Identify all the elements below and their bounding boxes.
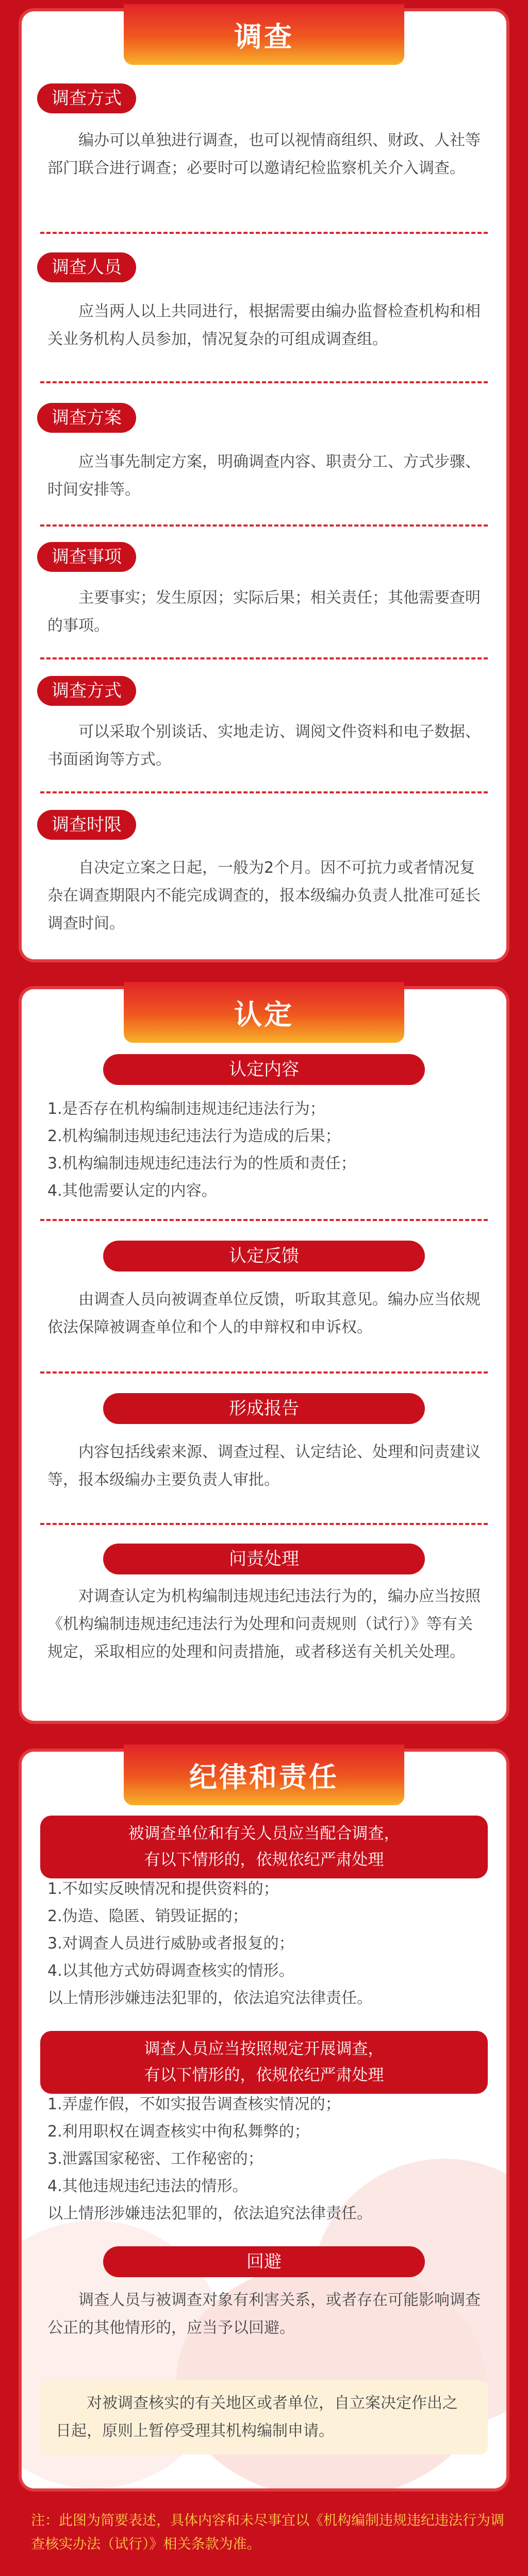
list-item: 2.利用职权在调查核实中徇私舞弊的； [47,2123,310,2141]
rule-box-line: 调查人员应当按照规定开展调查， [144,2040,384,2058]
section-title: 调查 [124,4,404,65]
item-text: 自决定立案之日起，一般为2个月。因不可抗力或者情况复杂在调查期限内不能完成调查的，报本级编办负责人批准可延长调查时间。 [47,859,481,933]
list-item: 3.机构编制违规违纪违法行为的性质和责任； [47,1155,356,1173]
item-text: 对调查认定为机构编制违规违纪违法行为的，编办应当按照《机构编制违规违纪违法行为处理和问责规则（试行）》等有关规定，采取相应的处理和问责措施，或者移送有关机关处理。 [47,1587,481,1661]
list-item: 4.其他需要认定的内容。 [47,1182,217,1200]
item-text: 调查人员与被调查对象有利害关系，或者存在可能影响调查公正的其他情形的，应当予以回避。 [47,2291,481,2337]
list-item: 2.伪造、隐匿、销毁证据的； [47,1907,248,1925]
item-label: 调查人员 [37,252,136,282]
divider [40,381,488,383]
rule-box-line: 被调查单位和有关人员应当配合调查， [128,1824,400,1843]
item-label: 调查事项 [37,542,136,572]
item-text: 由调查人员向被调查单位反馈，听取其意见。编办应当依规依法保障被调查单位和个人的申辩权和申诉权。 [47,1291,481,1336]
item-label: 形成报告 [103,1393,425,1424]
item-text: 应当两人以上共同进行，根据需要由编办监督检查机构和相关业务机构人员参加，情况复杂的可组成调查组。 [47,302,481,348]
divider [40,791,488,793]
divider [40,1371,488,1374]
item-text: 主要事实；发生原因；实际后果；相关责任；其他需要查明的事项。 [47,589,481,635]
section-determination [22,989,506,1721]
footnote: 注：此图为简要表述，具体内容和未尽事宜以《机构编制违规违纪违法行为调查核实办法（试行）》相关条款为准。 [31,2513,504,2552]
rule-box [40,1816,488,1878]
list-item: 4.以其他方式妨碍调查核实的情形。 [47,1962,294,1980]
item-label: 认定内容 [103,1054,425,1085]
rule-box [40,2031,488,2094]
list-item: 2.机构编制违规违纪违法行为造成的后果； [47,1127,341,1145]
item-label: 认定反馈 [103,1241,425,1272]
item-label: 回避 [103,2246,425,2277]
item-list [47,1095,486,1205]
divider [40,524,488,527]
divider [40,1219,488,1221]
list-item: 3.对调查人员进行威胁或者报复的； [47,1935,294,1953]
list-item: 1.不如实反映情况和提供资料的； [47,1880,279,1898]
list-item: 1.弄虚作假，不如实报告调查核实情况的； [47,2095,341,2113]
section-discipline [22,1752,506,2488]
item-list [47,2091,486,2227]
item-label: 调查方式 [37,676,136,706]
item-label: 调查时限 [37,810,136,840]
divider [40,1523,488,1525]
divider [40,232,488,234]
final-notice: 对被调查核实的有关地区或者单位，自立案决定作出之日起，原则上暂停受理其机构编制申请。 [40,2380,488,2454]
list-item: 以上情形涉嫌违法犯罪的，依法追究法律责任。 [47,2205,372,2223]
item-text: 内容包括线索来源、调查过程、认定结论、处理和问责建议等，报本级编办主要负责人审批。 [47,1443,481,1489]
item-text: 应当事先制定方案，明确调查内容、职责分工、方式步骤、时间安排等。 [47,453,481,499]
list-item: 1.是否存在机构编制违规违纪违法行为； [47,1100,325,1118]
divider [40,657,488,659]
list-item: 以上情形涉嫌违法犯罪的，依法追究法律责任。 [47,1989,372,2007]
rule-box-line: 有以下情形的，依规依纪严肃处理 [144,1851,384,1869]
section-title: 认定 [124,982,404,1043]
section-investigation [22,11,506,959]
item-text: 可以采取个别谈话、实地走访、调阅文件资料和电子数据、书面函询等方式。 [47,723,481,769]
item-list [47,1875,486,2012]
item-label: 问责处理 [103,1544,425,1574]
item-label: 调查方案 [37,403,136,433]
list-item: 4.其他违规违纪违法的情形。 [47,2177,248,2195]
item-text: 编办可以单独进行调查，也可以视情商组织、财政、人社等部门联合进行调查；必要时可以邀请纪检监察机关介入调查。 [47,131,481,177]
item-label: 调查方式 [37,83,136,113]
rule-box-line: 有以下情形的，依规依纪严肃处理 [144,2066,384,2084]
list-item: 3.泄露国家秘密、工作秘密的； [47,2150,263,2168]
section-title: 纪律和责任 [124,1744,404,1805]
